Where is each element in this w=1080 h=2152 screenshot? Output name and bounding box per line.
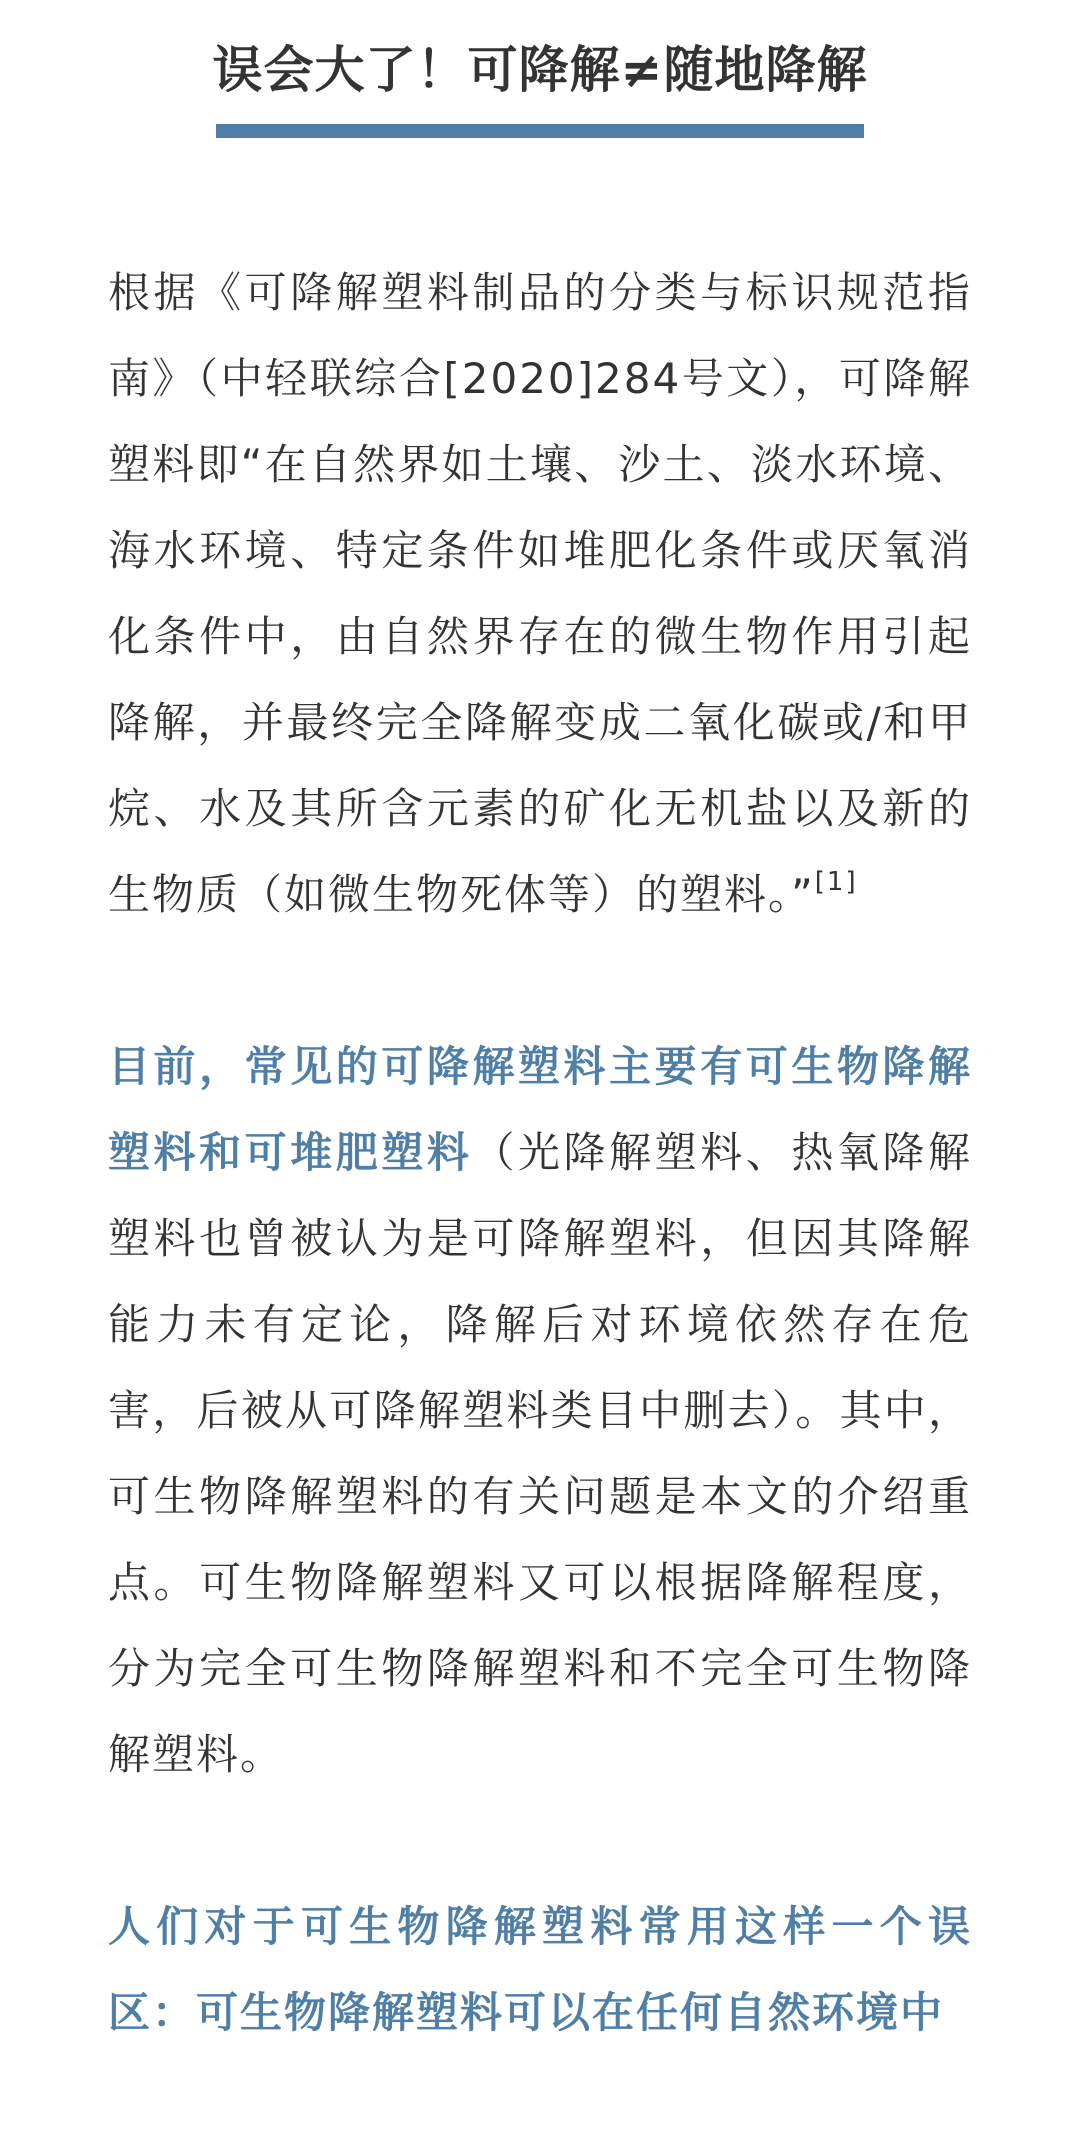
- paragraph-definition: [108, 250, 972, 938]
- article-body: [108, 250, 972, 2056]
- paragraph-types-text: （光降解塑料、热氧降解塑料也曾被认为是可降解塑料，但因其降解能力未有定论，降解后对环境依然存在危害，后被从可降解塑料类目中删去）。其中，可生物降解塑料的有关问题是本文的介绍重点。可生物降解塑料又可以根据降解程度，分为完全可生物降解塑料和不完全可生物降解塑料。: [108, 1128, 972, 1779]
- article-header: [0, 0, 1080, 100]
- paragraph-misconception-highlight: 人们对于可生物降解塑料常用这样一个误区：可生物降解塑料可以在任何自然环境中: [108, 1902, 972, 2037]
- paragraph-types-highlight: 目前，常见的可降解塑料主要有可生物降解塑料和可堆肥塑料: [108, 1042, 972, 1177]
- paragraph-definition-text: 根据《可降解塑料制品的分类与标识规范指南》（中轻联综合[2020]284号文），可降解塑料即“在自然界如土壤、沙土、淡水环境、海水环境、特定条件如堆肥化条件或厌氧消化条件中，由自然界存在的微生物作用引起降解，并最终完全降解变成二氧化碳或/和甲烷、水及其所含元素的矿化无机盐以及新的生物质（如微生物死体等）的塑料。”: [108, 268, 972, 919]
- section-title: 误会大了！可降解≠随地降解: [212, 41, 868, 99]
- footnote-reference[interactable]: [1]: [814, 867, 858, 897]
- paragraph-misconception: [108, 1884, 972, 2056]
- paragraph-types: [108, 1024, 972, 1798]
- title-underline: [216, 124, 864, 138]
